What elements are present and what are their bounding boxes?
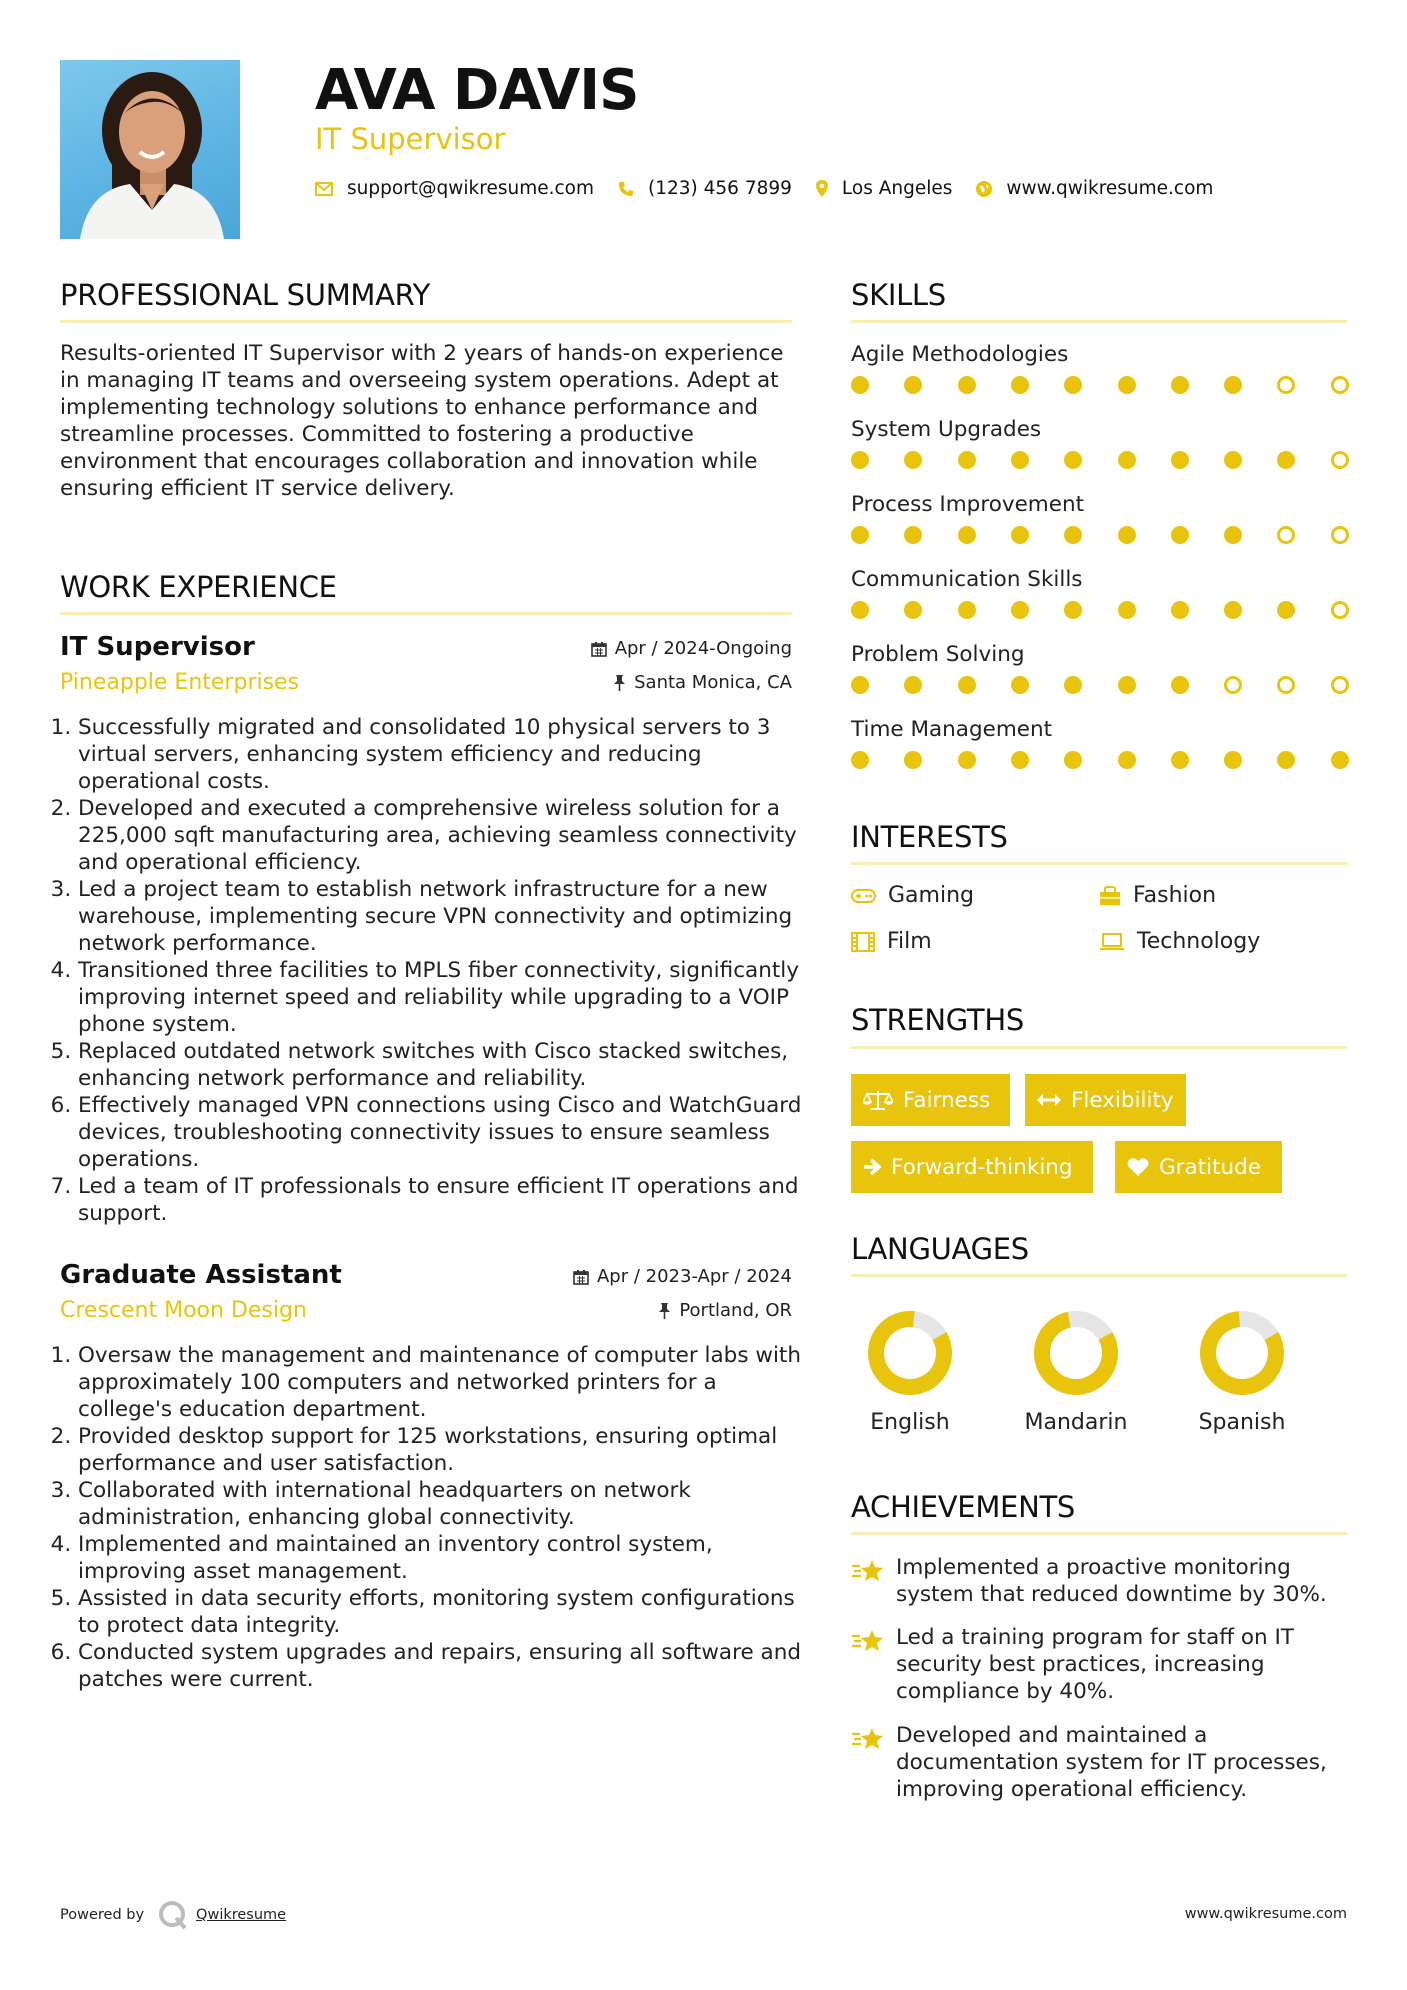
rating-dot-empty bbox=[1224, 676, 1242, 694]
skill-item bbox=[851, 492, 1347, 517]
bullet-item: 4. Implemented and maintained an inventory control system, improving asset management. bbox=[78, 1531, 810, 1585]
proficiency-ring bbox=[1033, 1310, 1119, 1396]
rating-dot-filled bbox=[1331, 751, 1349, 769]
job-title: Graduate Assistant bbox=[60, 1260, 342, 1290]
skill-item bbox=[851, 642, 1347, 667]
achievement-text: Implemented a proactive monitoring system that reduced downtime by 30%. bbox=[896, 1555, 1327, 1607]
rating-dot-filled bbox=[851, 451, 869, 469]
interest-label: Gaming bbox=[888, 883, 974, 908]
strength-label: Flexibility bbox=[1071, 1087, 1174, 1113]
skill-rating bbox=[851, 751, 1347, 771]
interests-divider bbox=[851, 862, 1347, 865]
strength-badge bbox=[851, 1141, 1093, 1193]
skill-name: Problem Solving bbox=[851, 642, 1025, 667]
interest-item bbox=[1099, 883, 1216, 908]
phone-icon bbox=[618, 181, 634, 197]
interest-item bbox=[1099, 929, 1260, 954]
rating-dot-filled bbox=[1118, 526, 1136, 544]
rating-dot-filled bbox=[851, 751, 869, 769]
rating-dot-filled bbox=[851, 676, 869, 694]
rating-dot-empty bbox=[1331, 601, 1349, 619]
job-bullets bbox=[60, 714, 810, 1227]
rating-dot-empty bbox=[1331, 451, 1349, 469]
job-date bbox=[573, 1266, 792, 1287]
bullet-item: 2. Developed and executed a comprehensive wireless solution for a 225,000 sqft manufacturing area, achieving seamless connectivity and operational efficiency. bbox=[78, 795, 810, 876]
arrows-horizontal-icon bbox=[1037, 1093, 1061, 1107]
language-item bbox=[1001, 1310, 1151, 1435]
strength-label: Forward-thinking bbox=[891, 1154, 1073, 1180]
rating-dot-filled bbox=[1118, 751, 1136, 769]
skill-item bbox=[851, 567, 1347, 592]
experience-divider bbox=[60, 612, 792, 615]
skill-rating bbox=[851, 451, 1347, 471]
interest-label: Film bbox=[887, 929, 932, 954]
rating-dot-filled bbox=[958, 676, 976, 694]
skill-item bbox=[851, 717, 1347, 742]
rating-dot-filled bbox=[1224, 751, 1242, 769]
bag-icon bbox=[1099, 886, 1121, 906]
rating-dot-filled bbox=[958, 376, 976, 394]
interest-label: Fashion bbox=[1133, 883, 1217, 908]
bullet-item: 5. Assisted in data security efforts, monitoring system configurations to protect data integrity. bbox=[78, 1585, 810, 1639]
powered-by-text: Powered by bbox=[60, 1907, 145, 1923]
rating-dot-filled bbox=[1011, 676, 1029, 694]
achievement-item bbox=[851, 1722, 1351, 1803]
rating-dot-filled bbox=[1224, 526, 1242, 544]
strengths-title: STRENGTHS bbox=[851, 1003, 1024, 1037]
rating-dot-filled bbox=[1064, 376, 1082, 394]
rating-dot-filled bbox=[1277, 751, 1295, 769]
rating-dot-filled bbox=[904, 751, 922, 769]
shooting-star-icon bbox=[851, 1628, 885, 1654]
rating-dot-filled bbox=[1011, 526, 1029, 544]
skills-title: SKILLS bbox=[851, 278, 946, 312]
skill-rating bbox=[851, 676, 1347, 696]
rating-dot-filled bbox=[958, 601, 976, 619]
film-icon bbox=[851, 932, 875, 952]
languages-title: LANGUAGES bbox=[851, 1232, 1029, 1266]
shooting-star-icon bbox=[851, 1726, 885, 1752]
bullet-item: 1. Successfully migrated and consolidated 10 physical servers to 3 virtual servers, enhancing system efficiency and reducing operational costs. bbox=[78, 714, 810, 795]
rating-dot-filled bbox=[1171, 376, 1189, 394]
rating-dot-filled bbox=[1224, 601, 1242, 619]
skill-rating bbox=[851, 526, 1347, 546]
job-location bbox=[658, 1300, 792, 1321]
job-company: Crescent Moon Design bbox=[60, 1298, 307, 1323]
job-date bbox=[591, 638, 792, 659]
contact-website-text: www.qwikresume.com bbox=[1006, 178, 1214, 199]
heart-icon bbox=[1127, 1157, 1149, 1177]
bullet-item: 2. Provided desktop support for 125 workstations, ensuring optimal performance and user satisfaction. bbox=[78, 1423, 810, 1477]
skill-name: Communication Skills bbox=[851, 567, 1083, 592]
rating-dot-empty bbox=[1331, 526, 1349, 544]
interest-item bbox=[851, 929, 932, 954]
summary-divider bbox=[60, 320, 792, 323]
skills-divider bbox=[851, 320, 1347, 323]
bullet-item: 7. Led a team of IT professionals to ensure efficient IT operations and support. bbox=[78, 1173, 810, 1227]
rating-dot-filled bbox=[1064, 751, 1082, 769]
rating-dot-filled bbox=[1118, 451, 1136, 469]
strength-badge bbox=[1115, 1141, 1282, 1193]
rating-dot-filled bbox=[1064, 601, 1082, 619]
calendar-icon bbox=[591, 641, 607, 657]
job-bullets bbox=[60, 1342, 810, 1693]
rating-dot-filled bbox=[1064, 676, 1082, 694]
languages-divider bbox=[851, 1274, 1347, 1277]
footer-website[interactable]: www.qwikresume.com bbox=[1184, 1906, 1347, 1922]
language-item bbox=[1167, 1310, 1317, 1435]
rating-dot-filled bbox=[1171, 526, 1189, 544]
skill-name: System Upgrades bbox=[851, 417, 1042, 442]
interest-item bbox=[851, 883, 974, 908]
proficiency-ring bbox=[1199, 1310, 1285, 1396]
achievement-item bbox=[851, 1624, 1351, 1705]
bullet-item: 6. Effectively managed VPN connections using Cisco and WatchGuard devices, troubleshooting connectivity issues to ensure seamless operations. bbox=[78, 1092, 810, 1173]
strengths-divider bbox=[851, 1046, 1347, 1049]
rating-dot-filled bbox=[851, 376, 869, 394]
bullet-item: 6. Conducted system upgrades and repairs, ensuring all software and patches were current. bbox=[78, 1639, 810, 1693]
contact-email[interactable] bbox=[315, 178, 594, 199]
gamepad-icon bbox=[851, 889, 876, 903]
strength-badge bbox=[851, 1074, 1010, 1126]
language-name: English bbox=[870, 1410, 950, 1435]
footer-powered-by bbox=[60, 1900, 286, 1930]
achievements-title: ACHIEVEMENTS bbox=[851, 1490, 1075, 1524]
contact-phone[interactable] bbox=[618, 178, 792, 199]
qwikresume-logo-icon bbox=[158, 1900, 188, 1930]
rating-dot-filled bbox=[1064, 526, 1082, 544]
bullet-item: 3. Led a project team to establish network infrastructure for a new warehouse, implementing secure VPN connectivity and optimizing network performance. bbox=[78, 876, 810, 957]
rating-dot-filled bbox=[904, 376, 922, 394]
experience-title: WORK EXPERIENCE bbox=[60, 570, 337, 604]
strength-label: Fairness bbox=[903, 1087, 991, 1113]
qwikresume-link[interactable]: Qwikresume bbox=[196, 1907, 287, 1923]
skill-item bbox=[851, 417, 1347, 442]
rating-dot-filled bbox=[904, 451, 922, 469]
rating-dot-empty bbox=[1277, 676, 1295, 694]
skill-rating bbox=[851, 601, 1347, 621]
arrow-right-icon bbox=[863, 1158, 881, 1176]
rating-dot-empty bbox=[1277, 376, 1295, 394]
rating-dot-filled bbox=[851, 601, 869, 619]
contact-email-text: support@qwikresume.com bbox=[347, 178, 594, 199]
shooting-star-icon bbox=[851, 1558, 885, 1584]
rating-dot-filled bbox=[958, 526, 976, 544]
rating-dot-filled bbox=[1171, 676, 1189, 694]
rating-dot-filled bbox=[1118, 676, 1136, 694]
skill-name: Time Management bbox=[851, 717, 1053, 742]
rating-dot-filled bbox=[1171, 601, 1189, 619]
proficiency-ring bbox=[867, 1310, 953, 1396]
job-location-text: Santa Monica, CA bbox=[634, 672, 792, 693]
map-marker-icon bbox=[816, 180, 828, 197]
skill-item bbox=[851, 342, 1347, 367]
rating-dot-filled bbox=[1011, 601, 1029, 619]
achievement-text: Developed and maintained a documentation system for IT processes, improving operational efficiency. bbox=[896, 1723, 1327, 1802]
strength-label: Gratitude bbox=[1159, 1154, 1262, 1180]
rating-dot-filled bbox=[904, 526, 922, 544]
job-title: IT Supervisor bbox=[60, 632, 255, 662]
rating-dot-filled bbox=[1118, 376, 1136, 394]
achievement-item bbox=[851, 1554, 1351, 1608]
rating-dot-filled bbox=[1277, 451, 1295, 469]
candidate-role: IT Supervisor bbox=[315, 122, 506, 156]
profile-photo bbox=[60, 60, 240, 239]
job-company: Pineapple Enterprises bbox=[60, 670, 300, 695]
summary-text: Results-oriented IT Supervisor with 2 years of hands-on experience in managing IT teams and overseeing system operations. Adept at implementing technology solutions to enhance performance and streamline processes. Committed to fostering a productive environment that encourages collaboration and innovation while ensuring efficient IT service delivery. bbox=[60, 341, 784, 501]
rating-dot-filled bbox=[851, 526, 869, 544]
globe-icon bbox=[976, 181, 992, 197]
job-location bbox=[613, 672, 792, 693]
bullet-item: 4. Transitioned three facilities to MPLS fiber connectivity, significantly improving internet speed and reliability while upgrading to a VOIP phone system. bbox=[78, 957, 810, 1038]
job-date-text: Apr / 2023-Apr / 2024 bbox=[596, 1266, 792, 1287]
language-item bbox=[835, 1310, 985, 1435]
rating-dot-filled bbox=[1118, 601, 1136, 619]
job-date-text: Apr / 2024-Ongoing bbox=[614, 638, 792, 659]
envelope-icon bbox=[315, 182, 333, 196]
contact-location-text: Los Angeles bbox=[841, 178, 953, 199]
rating-dot-filled bbox=[904, 601, 922, 619]
achievements-divider bbox=[851, 1532, 1347, 1535]
rating-dot-filled bbox=[1171, 451, 1189, 469]
rating-dot-filled bbox=[1171, 751, 1189, 769]
contact-bar bbox=[315, 178, 1237, 199]
rating-dot-filled bbox=[958, 751, 976, 769]
calendar-icon bbox=[573, 1269, 589, 1285]
laptop-icon bbox=[1099, 933, 1125, 951]
rating-dot-empty bbox=[1331, 376, 1349, 394]
summary-title: PROFESSIONAL SUMMARY bbox=[60, 278, 431, 312]
rating-dot-empty bbox=[1331, 676, 1349, 694]
rating-dot-filled bbox=[1011, 376, 1029, 394]
rating-dot-filled bbox=[904, 676, 922, 694]
rating-dot-filled bbox=[1224, 376, 1242, 394]
job-location-text: Portland, OR bbox=[679, 1300, 792, 1321]
language-name: Mandarin bbox=[1024, 1410, 1128, 1435]
rating-dot-filled bbox=[1224, 451, 1242, 469]
rating-dot-filled bbox=[1011, 451, 1029, 469]
interest-label: Technology bbox=[1137, 929, 1261, 954]
skill-rating bbox=[851, 376, 1347, 396]
balance-scale-icon bbox=[863, 1089, 893, 1111]
language-name: Spanish bbox=[1198, 1410, 1286, 1435]
rating-dot-filled bbox=[1277, 601, 1295, 619]
achievement-text: Led a training program for staff on IT security best practices, increasing compliance by 40%. bbox=[896, 1625, 1294, 1704]
bullet-item: 5. Replaced outdated network switches with Cisco stacked switches, enhancing network performance and reliability. bbox=[78, 1038, 810, 1092]
rating-dot-filled bbox=[1064, 451, 1082, 469]
rating-dot-empty bbox=[1277, 526, 1295, 544]
bullet-item: 3. Collaborated with international headquarters on network administration, enhancing global connectivity. bbox=[78, 1477, 810, 1531]
interests-title: INTERESTS bbox=[851, 820, 1008, 854]
rating-dot-filled bbox=[1011, 751, 1029, 769]
strength-badge bbox=[1025, 1074, 1186, 1126]
rating-dot-filled bbox=[958, 451, 976, 469]
contact-phone-text: (123) 456 7899 bbox=[648, 178, 792, 199]
bullet-item: 1. Oversaw the management and maintenance of computer labs with approximately 100 computers and networked printers for a college's education department. bbox=[78, 1342, 810, 1423]
contact-website[interactable] bbox=[976, 178, 1213, 199]
candidate-name: AVA DAVIS bbox=[315, 58, 639, 123]
ring-fill bbox=[867, 1310, 953, 1396]
pushpin-icon bbox=[613, 675, 626, 691]
skill-name: Agile Methodologies bbox=[851, 342, 1069, 367]
pushpin-icon bbox=[658, 1303, 671, 1319]
skill-name: Process Improvement bbox=[851, 492, 1085, 517]
contact-location bbox=[816, 178, 953, 199]
